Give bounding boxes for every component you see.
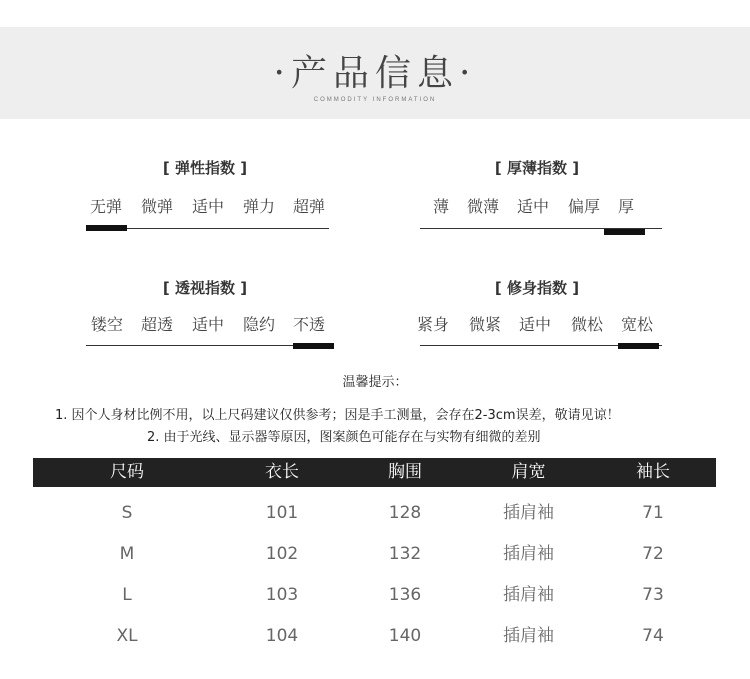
scale-label: 厚: [618, 197, 635, 216]
table-row: [33, 616, 716, 657]
scale-label: 镂空: [91, 315, 124, 334]
table-cell: M: [119, 544, 135, 564]
table-cell: XL: [116, 626, 138, 646]
page-subtitle: COMMODITY INFORMATION: [313, 97, 437, 103]
scale-label: 薄: [433, 197, 450, 216]
thickness-scale: [412, 158, 662, 216]
scale-label: 微弹: [141, 197, 174, 216]
table-cell: 103: [265, 585, 299, 605]
scale-label: 无弹: [90, 197, 123, 216]
table-cell: 71: [642, 503, 664, 523]
table-cell: 72: [642, 544, 664, 564]
table-cell: 插肩袖: [503, 626, 554, 646]
scale-labels: [80, 194, 330, 216]
scale-selected-marker: [293, 343, 334, 349]
scale-label: 超透: [141, 315, 174, 334]
product-info-header: [0, 27, 750, 119]
scale-title: [ 弹性指数 ]: [162, 159, 248, 177]
tips-title: 温馨提示：: [342, 375, 408, 390]
table-cell: 插肩袖: [503, 585, 554, 605]
scale-label: 微松: [571, 315, 604, 334]
scale-label: 超弹: [293, 197, 326, 216]
scale-label: 隐约: [243, 315, 276, 334]
table-cell: 140: [388, 626, 422, 646]
table-cell: 74: [642, 626, 664, 646]
table-header: [33, 458, 716, 487]
column-header: 胸围: [388, 462, 422, 482]
table-cell: L: [122, 585, 132, 605]
table-row: [33, 534, 716, 575]
scale-label: 宽松: [621, 315, 654, 334]
table-cell: S: [121, 503, 133, 523]
scale-label: 适中: [192, 197, 225, 216]
scale-labels: [412, 312, 662, 334]
scale-label: 适中: [192, 315, 225, 334]
column-header: 袖长: [636, 462, 670, 482]
scale-label: 适中: [519, 315, 552, 334]
column-header: 尺码: [110, 462, 144, 482]
scale-title: [ 修身指数 ]: [494, 279, 580, 297]
scale-selected-marker: [618, 343, 659, 349]
scale-title: [ 透视指数 ]: [162, 279, 248, 297]
column-header: 肩宽: [511, 462, 546, 482]
table-row: [33, 493, 716, 534]
page-title: ·产品信息·: [273, 53, 477, 94]
table-cell: 73: [642, 585, 664, 605]
table-cell: 101: [265, 503, 299, 523]
fit-scale: [412, 278, 662, 334]
tip-line: 2. 由于光线、显示器等原因，图案颜色可能存在与实物有细微的差别: [147, 430, 541, 445]
table-cell: 128: [388, 503, 422, 523]
scale-labels: [80, 312, 330, 334]
size-table: [33, 458, 716, 657]
scale-selected-marker: [86, 225, 127, 231]
table-cell: 插肩袖: [503, 503, 554, 523]
table-cell: 插肩袖: [503, 544, 554, 564]
tips-section: [0, 374, 750, 445]
scale-label: 适中: [517, 197, 550, 216]
table-cell: 132: [388, 544, 422, 564]
scale-label: 弹力: [243, 197, 276, 216]
column-header: 衣长: [265, 462, 299, 482]
table-cell: 136: [388, 585, 422, 605]
scale-label: 不透: [293, 315, 326, 334]
transparency-scale: [80, 278, 330, 334]
scale-label: 微薄: [467, 197, 500, 216]
table-cell: 102: [265, 544, 299, 564]
scale-label: 微紧: [469, 315, 502, 334]
scale-label: 紧身: [417, 315, 450, 334]
table-row: [33, 575, 716, 616]
elasticity-scale: [80, 158, 330, 216]
scale-labels: [412, 194, 662, 216]
scale-label: 偏厚: [568, 197, 601, 216]
scale-selected-marker: [604, 229, 645, 235]
table-body: [33, 493, 716, 657]
table-cell: 104: [265, 626, 299, 646]
tip-line: 1. 因个人身材比例不用，以上尺码建议仅供参考；因是手工测量，会存在2-3cm误差，敬请见谅！: [55, 408, 620, 423]
scale-title: [ 厚薄指数 ]: [494, 159, 580, 177]
